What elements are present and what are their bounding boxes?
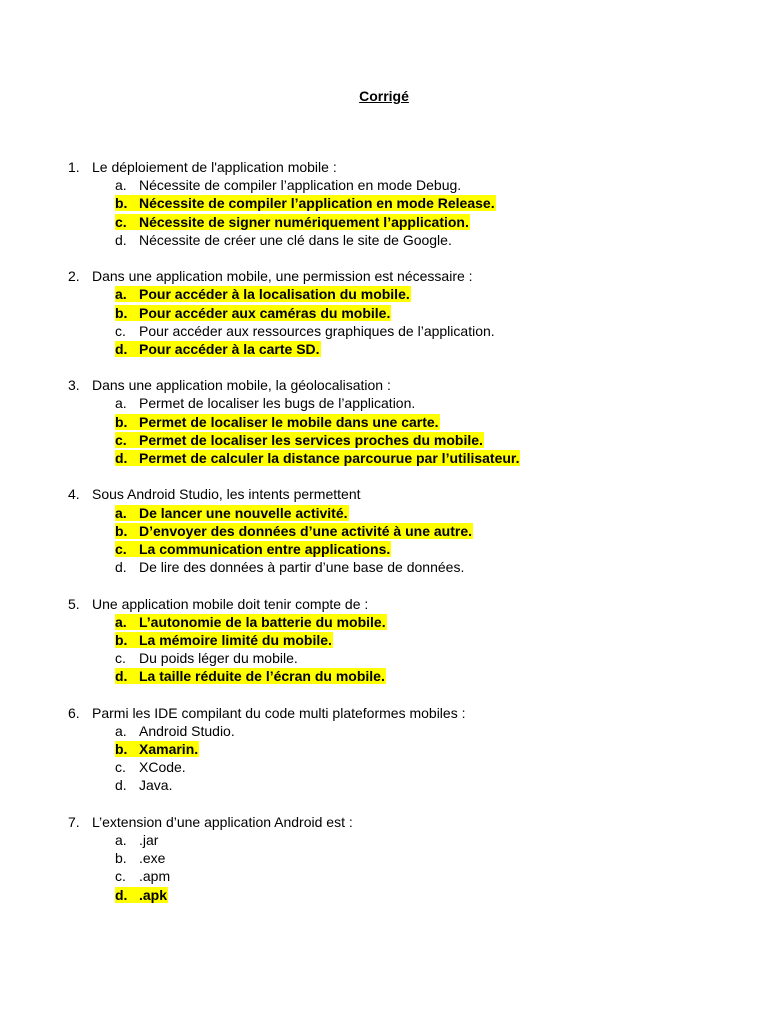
option-letter: d. bbox=[115, 668, 128, 685]
question-block bbox=[0, 267, 768, 358]
option-letter: d. bbox=[115, 450, 128, 466]
answer-option bbox=[0, 776, 768, 794]
question-block bbox=[0, 376, 768, 467]
option-letter: c. bbox=[115, 213, 127, 230]
answer-option bbox=[0, 176, 768, 194]
question-text: L’extension d’une application Android est : bbox=[92, 813, 353, 830]
answer-option bbox=[0, 831, 768, 849]
answer-option bbox=[0, 722, 768, 740]
option-letter: c. bbox=[115, 868, 126, 885]
option-text: La communication entre applications. bbox=[139, 540, 391, 557]
option-text: Permet de calculer la distance parcourue par l’utilisateur. bbox=[139, 450, 520, 466]
answer-option-correct bbox=[0, 431, 768, 449]
answer-option bbox=[0, 231, 768, 249]
question-line bbox=[0, 158, 768, 176]
option-text: Xamarin. bbox=[139, 741, 199, 757]
option-text: Pour accéder à la localisation du mobile. bbox=[139, 286, 410, 303]
option-text: De lancer une nouvelle activité. bbox=[139, 504, 348, 521]
option-letter: b. bbox=[115, 413, 128, 430]
option-letter: c. bbox=[115, 431, 127, 448]
option-text: Permet de localiser le mobile dans une carte. bbox=[139, 413, 439, 430]
option-letter: a. bbox=[115, 286, 127, 303]
question-block bbox=[0, 595, 768, 686]
option-text: Pour accéder aux caméras du mobile. bbox=[139, 304, 391, 321]
option-letter: c. bbox=[115, 759, 126, 776]
question-block bbox=[0, 158, 768, 249]
answer-option-correct bbox=[0, 667, 768, 685]
answer-option-correct bbox=[0, 285, 768, 303]
option-text: XCode. bbox=[139, 759, 186, 776]
option-letter: c. bbox=[115, 540, 127, 557]
question-text: Dans une application mobile, la géolocalisation : bbox=[92, 377, 391, 394]
answer-option-correct bbox=[0, 213, 768, 231]
option-text: Pour accéder à la carte SD. bbox=[139, 340, 320, 357]
question-block bbox=[0, 813, 768, 904]
question-number: 6. bbox=[68, 704, 80, 721]
option-text: Java. bbox=[139, 777, 173, 794]
answer-option bbox=[0, 649, 768, 667]
answer-option-correct bbox=[0, 886, 768, 904]
question-number: 1. bbox=[68, 159, 80, 175]
question-line bbox=[0, 485, 768, 503]
option-text: Nécessite de signer numériquement l’application. bbox=[139, 213, 469, 230]
answer-option bbox=[0, 849, 768, 867]
answer-option bbox=[0, 758, 768, 776]
question-block bbox=[0, 704, 768, 795]
option-text: Nécessite de compiler l’application en mode Debug. bbox=[139, 177, 462, 194]
option-letter: a. bbox=[115, 722, 127, 739]
question-number: 4. bbox=[68, 486, 80, 503]
answer-option bbox=[0, 394, 768, 412]
question-line bbox=[0, 267, 768, 285]
answer-option bbox=[0, 322, 768, 340]
question-text: Une application mobile doit tenir compte de : bbox=[92, 595, 369, 612]
question-line bbox=[0, 813, 768, 831]
question-line bbox=[0, 376, 768, 394]
option-letter: c. bbox=[115, 322, 126, 339]
answer-option-correct bbox=[0, 340, 768, 358]
option-text: .apk bbox=[139, 886, 168, 903]
answer-option-correct bbox=[0, 613, 768, 631]
option-letter: c. bbox=[115, 650, 126, 667]
answer-option-correct bbox=[0, 194, 768, 212]
option-letter: d. bbox=[115, 886, 128, 903]
question-number: 3. bbox=[68, 377, 80, 394]
option-text: De lire des données à partir d’une base de données. bbox=[139, 559, 465, 576]
option-letter: b. bbox=[115, 741, 128, 757]
answer-option-correct bbox=[0, 522, 768, 540]
option-letter: a. bbox=[115, 395, 127, 412]
option-text: D’envoyer des données d’une activité à une autre. bbox=[139, 522, 472, 539]
answer-option-correct bbox=[0, 449, 768, 467]
answer-option-correct bbox=[0, 413, 768, 431]
answer-option-correct bbox=[0, 631, 768, 649]
option-letter: d. bbox=[115, 777, 127, 794]
option-letter: b. bbox=[115, 522, 128, 539]
option-text: Permet de localiser les bugs de l’application. bbox=[139, 395, 416, 412]
option-letter: a. bbox=[115, 613, 127, 630]
option-letter: a. bbox=[115, 831, 127, 848]
answer-option-correct bbox=[0, 540, 768, 558]
question-number: 7. bbox=[68, 813, 80, 830]
option-text: .exe bbox=[139, 850, 166, 867]
option-letter: a. bbox=[115, 504, 127, 521]
option-letter: b. bbox=[115, 195, 128, 212]
option-text: Android Studio. bbox=[139, 722, 235, 739]
option-letter: b. bbox=[115, 304, 128, 321]
question-block bbox=[0, 485, 768, 576]
option-letter: b. bbox=[115, 631, 128, 648]
option-letter: a. bbox=[115, 177, 127, 194]
question-list bbox=[0, 158, 768, 922]
option-text: .jar bbox=[139, 831, 159, 848]
option-letter: b. bbox=[115, 850, 127, 867]
option-text: Nécessite de compiler l’application en mode Release. bbox=[139, 195, 495, 212]
question-text: Parmi les IDE compilant du code multi plateformes mobiles : bbox=[92, 704, 466, 721]
option-letter: d. bbox=[115, 340, 128, 357]
answer-option-correct bbox=[0, 504, 768, 522]
question-line bbox=[0, 595, 768, 613]
option-text: Pour accéder aux ressources graphiques de l’application. bbox=[139, 322, 495, 339]
answer-option-correct bbox=[0, 304, 768, 322]
option-letter: d. bbox=[115, 231, 127, 248]
option-text: Permet de localiser les services proches du mobile. bbox=[139, 431, 483, 448]
option-text: .apm bbox=[139, 868, 171, 885]
option-text: Nécessite de créer une clé dans le site de Google. bbox=[139, 231, 452, 248]
question-text: Sous Android Studio, les intents permettent bbox=[92, 486, 361, 503]
question-text: Le déploiement de l'application mobile : bbox=[92, 159, 337, 175]
answer-option bbox=[0, 867, 768, 885]
question-text: Dans une application mobile, une permission est nécessaire : bbox=[92, 268, 473, 285]
option-text: Du poids léger du mobile. bbox=[139, 650, 298, 667]
option-text: La mémoire limité du mobile. bbox=[139, 631, 332, 648]
answer-option bbox=[0, 558, 768, 576]
option-letter: d. bbox=[115, 559, 127, 576]
page-title: Corrigé bbox=[359, 88, 409, 104]
question-number: 5. bbox=[68, 595, 80, 612]
option-text: L’autonomie de la batterie du mobile. bbox=[139, 613, 386, 630]
answer-option-correct bbox=[0, 740, 768, 758]
question-number: 2. bbox=[68, 268, 80, 285]
question-line bbox=[0, 704, 768, 722]
option-text: La taille réduite de l’écran du mobile. bbox=[139, 668, 385, 685]
